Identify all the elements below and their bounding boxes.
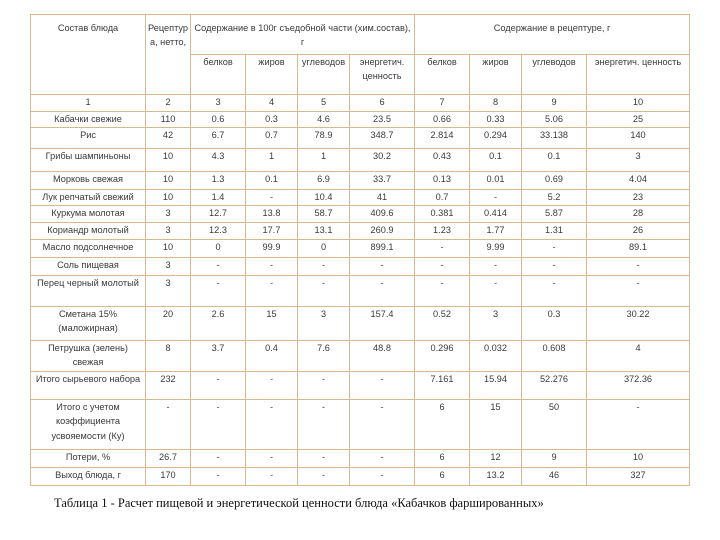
row-name: Петрушка (зелень) свежая [31, 341, 146, 372]
row-name: Масло подсолнечное [31, 240, 146, 258]
row-value: 2 [146, 95, 191, 112]
row-value: 157.4 [350, 307, 415, 341]
row-value: 3 [146, 206, 191, 223]
table-row [31, 112, 690, 128]
subheader-cell: белков [191, 55, 246, 95]
row-value: - [246, 400, 298, 450]
row-value: 9 [522, 95, 587, 112]
row-value: 0.66 [415, 112, 470, 128]
row-value: 2.814 [415, 128, 470, 149]
row-value: 12.3 [191, 223, 246, 240]
row-value: 170 [146, 468, 191, 486]
row-name: Перец черный молотый [31, 276, 146, 307]
table-row [31, 149, 690, 172]
table-row [31, 190, 690, 206]
table-caption: Таблица 1 - Расчет пищевой и энергетической ценности блюда «Кабачков фаршированных» [54, 496, 544, 510]
row-value: 28 [587, 206, 690, 223]
table-row [31, 372, 690, 400]
row-value: 6 [415, 400, 470, 450]
row-value: - [350, 450, 415, 468]
row-value: - [298, 372, 350, 400]
row-value: 0.7 [415, 190, 470, 206]
row-value: 0.52 [415, 307, 470, 341]
row-value: 89.1 [587, 240, 690, 258]
row-name: Соль пищевая [31, 258, 146, 276]
nutrition-table [30, 14, 690, 486]
row-value: - [298, 468, 350, 486]
row-value: 33.7 [350, 172, 415, 190]
row-value: - [191, 258, 246, 276]
row-value: 13.2 [470, 468, 522, 486]
row-value: - [415, 240, 470, 258]
row-value: - [191, 276, 246, 307]
row-value: - [298, 400, 350, 450]
header-dish: Состав блюда [31, 15, 146, 95]
table-row [31, 276, 690, 307]
row-name: Кориандр молотый [31, 223, 146, 240]
row-value: 5.2 [522, 190, 587, 206]
row-name: Грибы шампиньоны [31, 149, 146, 172]
table-row [31, 223, 690, 240]
row-value: 0.381 [415, 206, 470, 223]
table-row [31, 341, 690, 372]
row-value: 3 [146, 276, 191, 307]
row-value: 0 [298, 240, 350, 258]
row-name: Потери, % [31, 450, 146, 468]
row-value: 232 [146, 372, 191, 400]
row-value: 5.87 [522, 206, 587, 223]
row-value: 0.296 [415, 341, 470, 372]
row-name: Рис [31, 128, 146, 149]
row-value: - [587, 276, 690, 307]
row-name: Итого с учетом коэффициента усвояемости (Ку) [31, 400, 146, 450]
row-value: 899.1 [350, 240, 415, 258]
row-value: 372.36 [587, 372, 690, 400]
row-value: 13.8 [246, 206, 298, 223]
row-value: 2.6 [191, 307, 246, 341]
row-value: - [350, 400, 415, 450]
row-value: - [415, 258, 470, 276]
row-value: 12 [470, 450, 522, 468]
row-value: 7.161 [415, 372, 470, 400]
row-value: 0.43 [415, 149, 470, 172]
subheader-cell: энергетич. ценность [587, 55, 690, 95]
row-value: 260.9 [350, 223, 415, 240]
row-value: 3 [470, 307, 522, 341]
row-value: 0.7 [246, 128, 298, 149]
row-value: 6.9 [298, 172, 350, 190]
row-value: - [298, 450, 350, 468]
row-value: 1.3 [191, 172, 246, 190]
row-value: 1.23 [415, 223, 470, 240]
table-row [31, 172, 690, 190]
row-value: 99.9 [246, 240, 298, 258]
row-value: - [246, 258, 298, 276]
row-value: 0.69 [522, 172, 587, 190]
row-value: 30.22 [587, 307, 690, 341]
table-row [31, 240, 690, 258]
row-name: Лук репчатый свежий [31, 190, 146, 206]
row-value: 3.7 [191, 341, 246, 372]
row-value: 6 [415, 468, 470, 486]
row-value: - [298, 258, 350, 276]
row-value: 6 [350, 95, 415, 112]
row-value: - [522, 276, 587, 307]
header-group-100g: Содержание в 100г съедобной части (хим.состав), г [191, 15, 415, 55]
row-value: 140 [587, 128, 690, 149]
header-row-1 [31, 15, 690, 55]
row-value: 5 [298, 95, 350, 112]
row-value: 10 [146, 240, 191, 258]
row-value: 0.6 [191, 112, 246, 128]
row-value: 26.7 [146, 450, 191, 468]
row-value: 26 [587, 223, 690, 240]
table-row [31, 450, 690, 468]
row-name: Сметана 15%(маложирная) [31, 307, 146, 341]
row-value: 3 [298, 307, 350, 341]
row-value: 10 [146, 149, 191, 172]
row-name: Куркума молотая [31, 206, 146, 223]
table-row [31, 400, 690, 450]
row-value: - [522, 258, 587, 276]
row-value: 4 [587, 341, 690, 372]
row-value: 17.7 [246, 223, 298, 240]
row-value: - [470, 258, 522, 276]
row-value: 0.414 [470, 206, 522, 223]
table-row [31, 128, 690, 149]
row-value: 327 [587, 468, 690, 486]
row-value: 13.1 [298, 223, 350, 240]
row-value: - [587, 258, 690, 276]
row-value: 3 [191, 95, 246, 112]
row-name: Морковь свежая [31, 172, 146, 190]
row-value: 33.138 [522, 128, 587, 149]
row-value: 10 [587, 450, 690, 468]
subheader-cell: энергетич. ценность [350, 55, 415, 95]
row-value: 6 [415, 450, 470, 468]
row-value: - [191, 468, 246, 486]
row-value: 78.9 [298, 128, 350, 149]
row-value: 0.01 [470, 172, 522, 190]
row-value: 50 [522, 400, 587, 450]
row-value: 7 [415, 95, 470, 112]
row-value: 48.8 [350, 341, 415, 372]
row-value: 41 [350, 190, 415, 206]
row-value: - [246, 372, 298, 400]
row-value: 1 [298, 149, 350, 172]
table-row [31, 206, 690, 223]
row-value: 46 [522, 468, 587, 486]
row-value: - [298, 276, 350, 307]
row-value: - [470, 190, 522, 206]
row-value: - [522, 240, 587, 258]
row-value: 0 [191, 240, 246, 258]
row-value: 348.7 [350, 128, 415, 149]
row-value: 8 [146, 341, 191, 372]
row-value: - [415, 276, 470, 307]
row-value: - [191, 372, 246, 400]
row-value: 409.6 [350, 206, 415, 223]
row-value: 1.31 [522, 223, 587, 240]
row-value: - [587, 400, 690, 450]
row-value: 20 [146, 307, 191, 341]
row-name: Итого сырьевого набора [31, 372, 146, 400]
row-value: - [350, 276, 415, 307]
subheader-cell: углеводов [522, 55, 587, 95]
row-value: - [470, 276, 522, 307]
row-value: 0.032 [470, 341, 522, 372]
header-recipe: Рецептур а, нетто, [146, 15, 191, 95]
row-value: 0.1 [470, 149, 522, 172]
row-value: 0.13 [415, 172, 470, 190]
row-value: 0.33 [470, 112, 522, 128]
row-value: 10.4 [298, 190, 350, 206]
table-row [31, 258, 690, 276]
row-value: 42 [146, 128, 191, 149]
row-value: - [246, 450, 298, 468]
row-value: 23 [587, 190, 690, 206]
row-value: 9 [522, 450, 587, 468]
row-value: 1.4 [191, 190, 246, 206]
row-value: 0.4 [246, 341, 298, 372]
row-value: 25 [587, 112, 690, 128]
row-value: - [246, 276, 298, 307]
row-value: 58.7 [298, 206, 350, 223]
row-value: 10 [146, 172, 191, 190]
row-value: 0.3 [522, 307, 587, 341]
subheader-cell: жиров [246, 55, 298, 95]
row-value: 10 [146, 190, 191, 206]
header-group-recipe: Содержание в рецептуре, г [415, 15, 690, 55]
subheader-cell: углеводов [298, 55, 350, 95]
row-name: 1 [31, 95, 146, 112]
row-value: - [350, 372, 415, 400]
row-value: 4.3 [191, 149, 246, 172]
row-value: - [246, 468, 298, 486]
row-value: 3 [146, 258, 191, 276]
row-value: 0.3 [246, 112, 298, 128]
row-value: 12.7 [191, 206, 246, 223]
row-value: 110 [146, 112, 191, 128]
row-value: 3 [587, 149, 690, 172]
row-value: 0.608 [522, 341, 587, 372]
row-value: 4.6 [298, 112, 350, 128]
row-value: 15 [246, 307, 298, 341]
row-value: 23.5 [350, 112, 415, 128]
row-value: 7.6 [298, 341, 350, 372]
table-row [31, 307, 690, 341]
row-value: 8 [470, 95, 522, 112]
row-value: 15.94 [470, 372, 522, 400]
row-value: - [146, 400, 191, 450]
row-value: - [350, 258, 415, 276]
row-value: - [350, 468, 415, 486]
row-value: 10 [587, 95, 690, 112]
row-value: - [191, 400, 246, 450]
table-row [31, 95, 690, 112]
row-name: Выход блюда, г [31, 468, 146, 486]
row-value: 0.1 [522, 149, 587, 172]
row-value: 5.06 [522, 112, 587, 128]
row-value: - [191, 450, 246, 468]
row-value: 0.1 [246, 172, 298, 190]
row-value: 3 [146, 223, 191, 240]
row-value: 4.04 [587, 172, 690, 190]
row-value: 6.7 [191, 128, 246, 149]
row-value: 1 [246, 149, 298, 172]
row-value: 15 [470, 400, 522, 450]
row-value: 30.2 [350, 149, 415, 172]
row-value: - [246, 190, 298, 206]
table-row [31, 468, 690, 486]
row-value: 0.294 [470, 128, 522, 149]
row-value: 1.77 [470, 223, 522, 240]
row-value: 9.99 [470, 240, 522, 258]
row-value: 52.276 [522, 372, 587, 400]
subheader-cell: белков [415, 55, 470, 95]
subheader-cell: жиров [470, 55, 522, 95]
row-value: 4 [246, 95, 298, 112]
row-name: Кабачки свежие [31, 112, 146, 128]
